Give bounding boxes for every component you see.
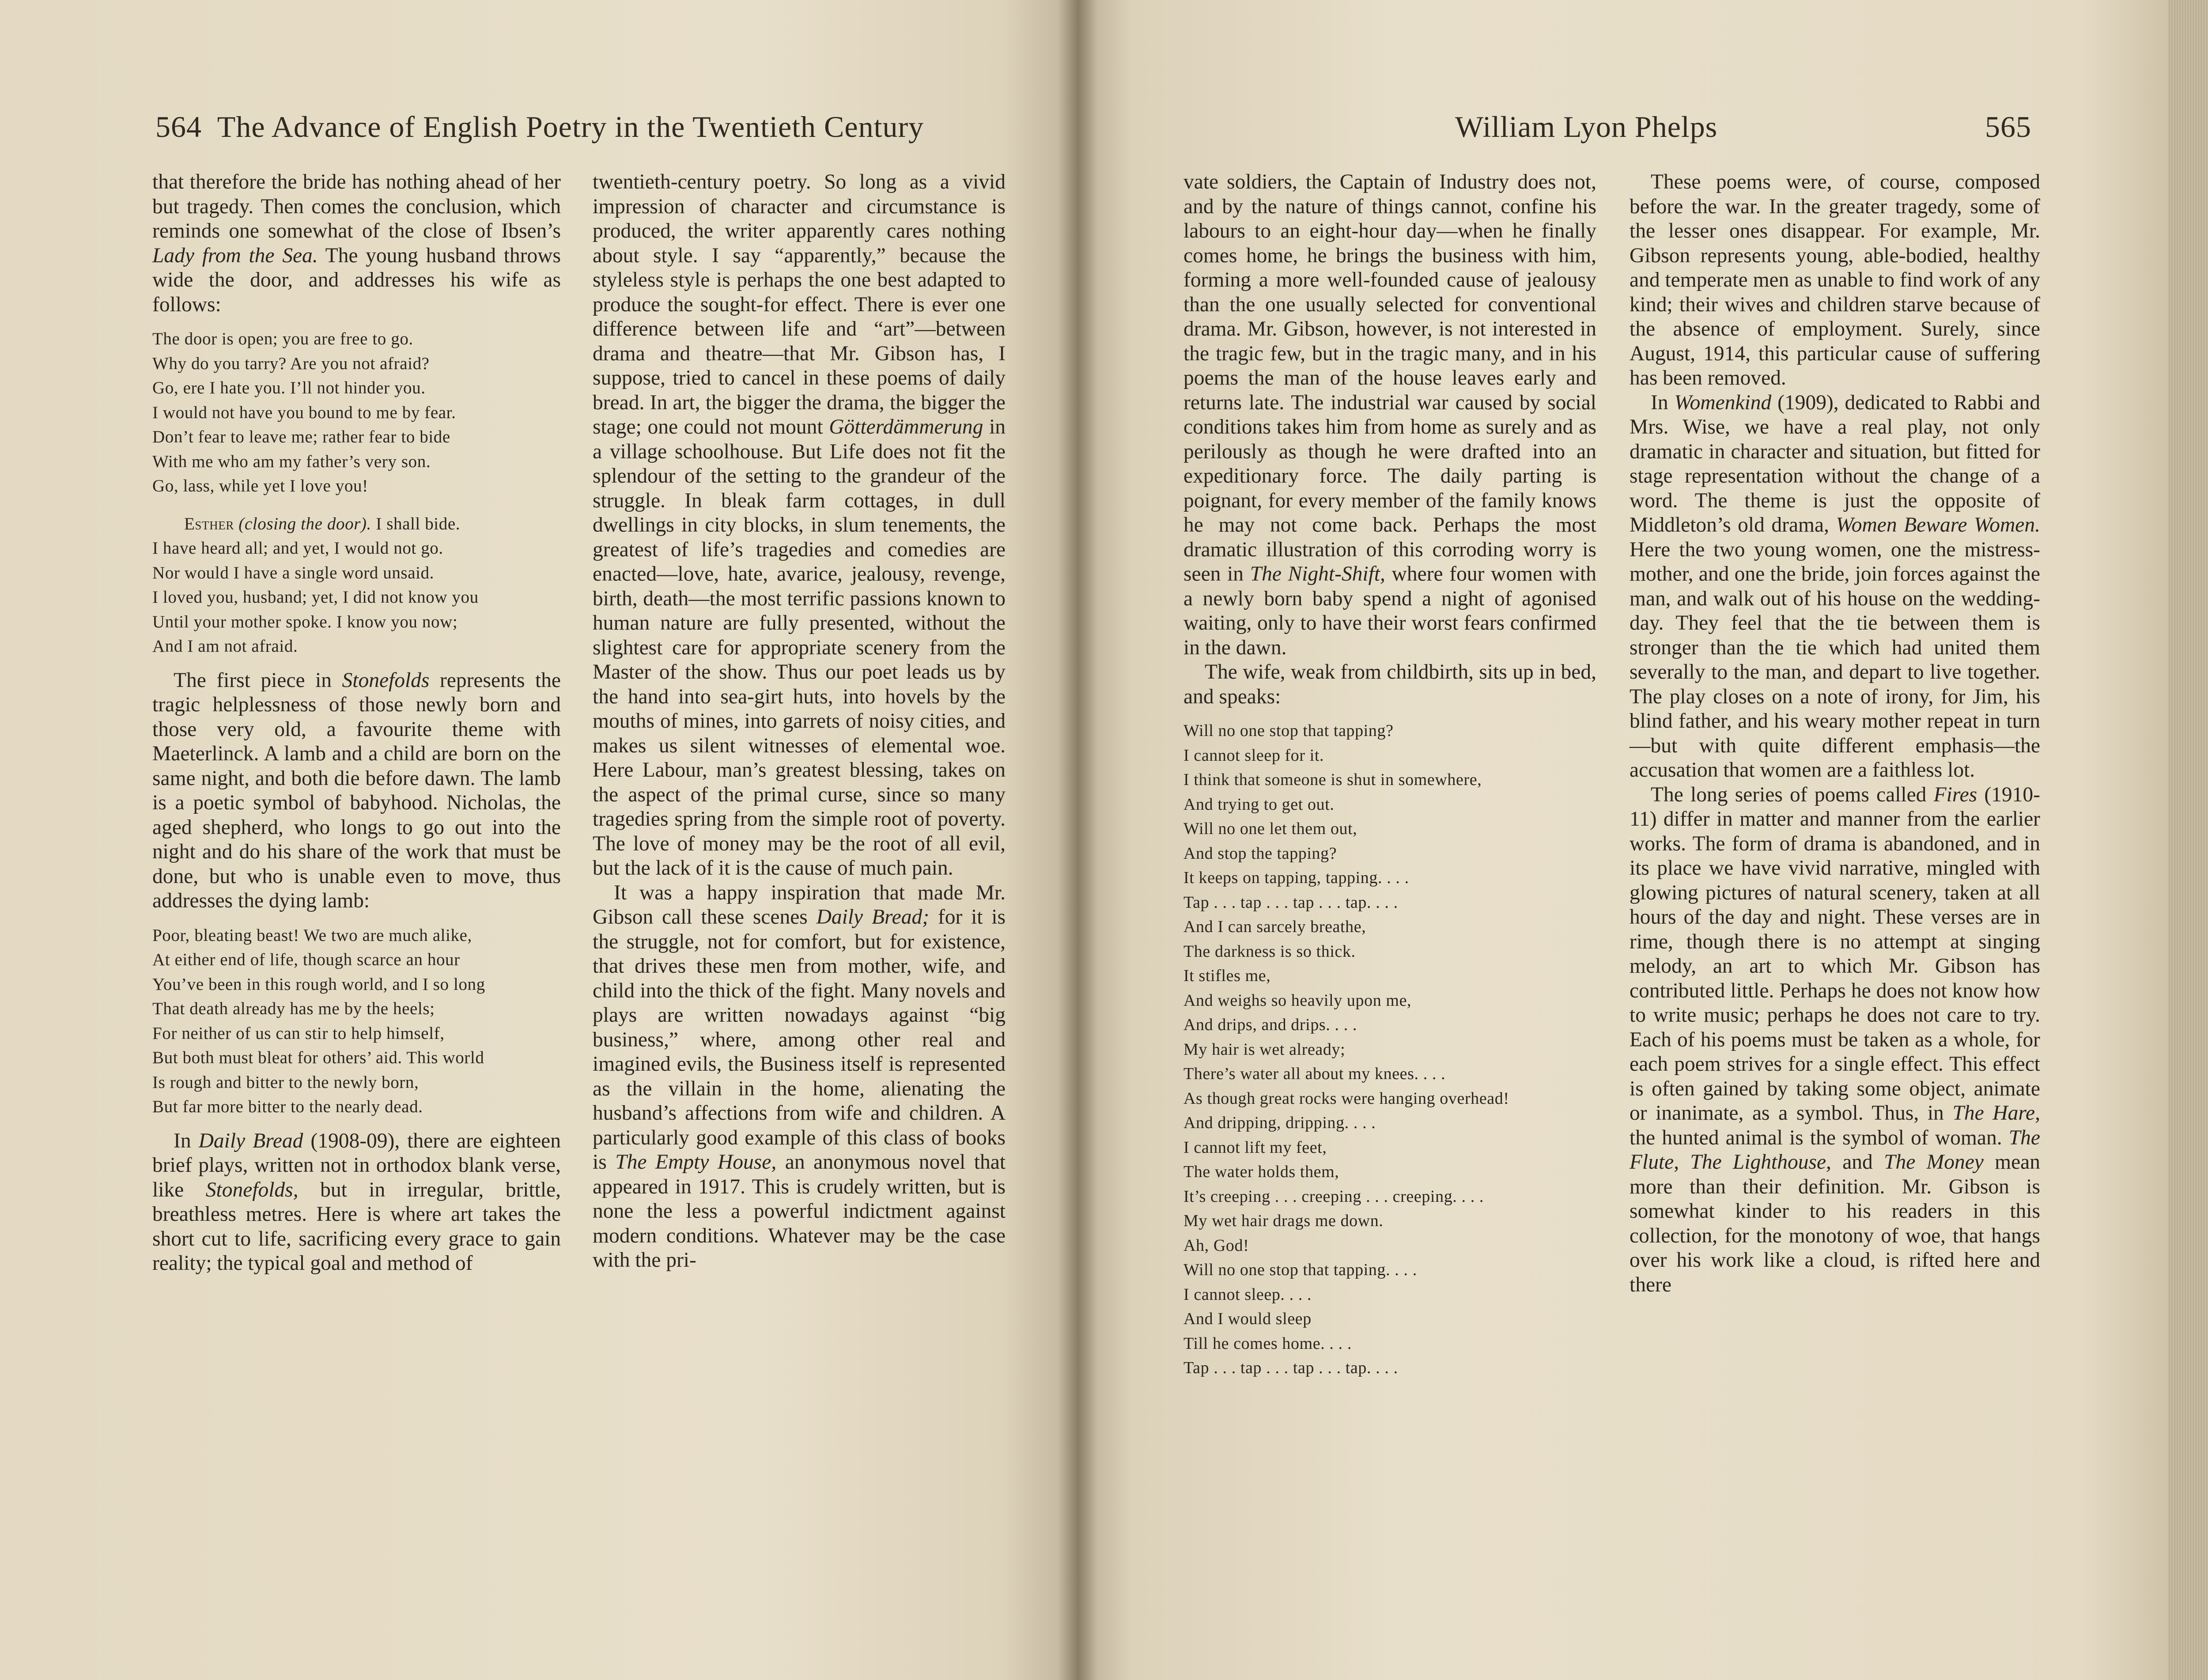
verse-line: Go, lass, while yet I love you!: [152, 476, 368, 495]
verse-line: The door is open; you are free to go.: [152, 329, 413, 348]
paragraph: These poems were, of course, composed before the war. In the greater tragedy, some of the lesser ones disappear. For example, Mr. Gibson represents young, able-bodied, healthy and temperate men as unable to find work of any kind; their wives and children starve because of the absence of employment. Surely, since August, 1914, this particular cause of suffering has been removed.: [1630, 170, 2040, 389]
right-page: [1078, 0, 2168, 1680]
verse-line: And weighs so heavily upon me,: [1183, 991, 1412, 1010]
verse-line: You’ve been in this rough world, and I so long: [152, 974, 485, 994]
verse-line: My hair is wet already;: [1183, 1040, 1346, 1059]
verse-line: But far more bitter to the nearly dead.: [152, 1097, 423, 1116]
verse-line: And dripping, dripping. . . .: [1183, 1114, 1376, 1132]
verse-line: And I would sleep: [1183, 1310, 1312, 1328]
verse-line: Go, ere I hate you. I’ll not hinder you.: [152, 378, 426, 397]
verse-block: [152, 923, 561, 1119]
verse-line: I think that someone is shut in somewhere,: [1183, 770, 1482, 789]
verse-line: Until your mother spoke. I know you now;: [152, 612, 458, 631]
verse-line: I cannot sleep for it.: [1183, 746, 1324, 765]
verse-line: I cannot lift my feet,: [1183, 1138, 1327, 1157]
left-running-head: [155, 109, 924, 149]
left-page: [0, 0, 1078, 1680]
verse-line: And drips, and drips. . . .: [1183, 1016, 1357, 1034]
verse-line: The darkness is so thick.: [1183, 942, 1356, 961]
paragraph: In Daily Bread (1908-09), there are eighteen brief plays, written not in orthodox blank verse, like Stonefolds, but in irregular, brittle, breathless metres. Here is where art takes the short cut to life, sacrificing every grace to gain reality; the typical goal and method of: [152, 1129, 561, 1275]
right-page-number: 565: [1985, 110, 2031, 143]
paragraph: The wife, weak from childbirth, sits up in bed, and speaks:: [1183, 661, 1596, 708]
verse-line: Don’t fear to leave me; rather fear to bide: [152, 427, 450, 446]
verse-line: My wet hair drags me down.: [1183, 1212, 1384, 1230]
verse-line: Nor would I have a single word unsaid.: [152, 563, 435, 582]
verse-line: As though great rocks were hanging overhead!: [1183, 1089, 1509, 1108]
verse-line: The water holds them,: [1183, 1163, 1339, 1181]
paragraph: It was a happy inspiration that made Mr. Gibson call these scenes Daily Bread; for it is the struggle, not for comfort, but for existence, that drives these men from mother, wife, and child into the thick of the fight. Many novels and plays are written nowadays against “big business,” where, among other real and imagined evils, the Business itself is represented as the villain in the home, alienating the husband’s affections from wife and children. A particularly good example of this class of books is The Empty House, an anonymous novel that appeared in 1917. This is crudely written, but is none the less a powerful indictment against modern conditions. Whatever may be the case with the pri-: [593, 881, 1006, 1272]
verse-line: And stop the tapping?: [1183, 844, 1337, 863]
paragraph: twentieth-century poetry. So long as a vivid impression of character and circumstance is produced, the writer apparently cares nothing about style. I say “apparently,” because the styleless style is perhaps the one best adapted to produce the sought-for effect. There is ever one difference between life and “art”—between drama and theatre—that Mr. Gibson has, I suppose, tried to cancel in these poems of daily bread. In art, the bigger the drama, the bigger the stage; one could not mount Götterdämmerung in a village schoolhouse. But Life does not fit the splendour of the setting to the grandeur of the struggle. In bleak farm cottages, in dull dwellings in city blocks, in slum tenements, the greatest of life’s tragedies and comedies are enacted—love, hate, avarice, jealousy, revenge, birth, death—the most terrific passions known to human nature are fully presented, without the slightest care for appropriate scenery from the Master of the show. Thus our poet leads us by the hand into sea-girt huts, into hovels by the mouths of mines, into garrets of noisy cities, and makes us silent witnesses of elemental woe. Here Labour, man’s greatest blessing, takes on the aspect of the primal curse, since so many tragedies spring from the simple root of poverty. The love of money may be the root of all evil, but the lack of it is the cause of much pain.: [593, 170, 1006, 880]
verse-line: I have heard all; and yet, I would not go.: [152, 539, 443, 558]
verse-line: And I can sarcely breathe,: [1183, 917, 1366, 936]
verse-line: It’s creeping . . . creeping . . . creeping. . . .: [1183, 1187, 1484, 1206]
paragraph: The first piece in Stonefolds represents the tragic helplessness of those newly born and those very old, a favourite theme with Maeterlinck. A lamb and a child are born on the same night, and both die before dawn. The lamb is a poetic symbol of babyhood. Nicholas, the aged shepherd, who longs to go out into the night and do his share of the work that must be done, but who is unable even to move, thus addresses the dying lamb:: [152, 668, 561, 912]
verse-line: Will no one let them out,: [1183, 819, 1357, 838]
verse-line: With me who am my father’s very son.: [152, 452, 431, 471]
right-column-1: [1183, 170, 1596, 1390]
verse-line: That death already has me by the heels;: [152, 999, 435, 1018]
left-running-title: The Advance of English Poetry in the Twentieth Century: [217, 110, 924, 143]
left-page-number: 564: [155, 110, 202, 143]
verse-line: But both must bleat for others’ aid. This world: [152, 1048, 484, 1067]
verse-line: There’s water all about my knees. . . .: [1183, 1065, 1446, 1083]
verse-line: Ah, God!: [1183, 1236, 1249, 1255]
verse-line: Will no one stop that tapping. . . .: [1183, 1261, 1417, 1279]
verse-line: I cannot sleep. . . .: [1183, 1285, 1312, 1304]
book-gutter: [1058, 0, 1097, 1680]
verse-line: Will no one stop that tapping?: [1183, 721, 1394, 740]
verse-line: For neither of us can stir to help himself,: [152, 1023, 445, 1043]
left-column-2: [593, 170, 1006, 1273]
verse-line: It keeps on tapping, tapping. . . .: [1183, 868, 1409, 887]
verse-line: Till he comes home. . . .: [1183, 1334, 1352, 1353]
verse-line: Tap . . . tap . . . tap . . . tap. . . .: [1183, 1359, 1398, 1377]
verse-line: Tap . . . tap . . . tap . . . tap. . . .: [1183, 893, 1398, 912]
verse-block: [1183, 719, 1596, 1381]
paragraph: In Womenkind (1909), dedicated to Rabbi and Mrs. Wise, we have a real play, not only dramatic in character and situation, but fitted for stage representation without the change of a word. The theme is just the opposite of Middleton’s old drama, Women Beware Women. Here the two young women, one the mistress-mother, and one the bride, join forces against the man, and walk out of his house on the wedding-day. They feel that the tie between them is stronger than the tie which had united them severally to the man, and depart to live together. The play closes on a note of irony, for Jim, his blind father, and his weary mother repeat in turn—but with quite different emphasis—the accusation that women are a faithless lot.: [1630, 391, 2041, 781]
paragraph: vate soldiers, the Captain of Industry does not, and by the nature of things cannot, confine his labours to an eight-hour day—when he finally comes home, he brings the business with him, forming a more well-founded cause of jealousy than the one usually selected for conventional drama. Mr. Gibson, however, is not interested in the tragic few, but in the tragic many, and in his poems the man of the house leaves early and returns late. The industrial war caused by social conditions takes him from home as surely and as perilously as though he were drafted into an expeditionary force. The daily parting is poignant, for every member of the family knows he may not come back. Perhaps the most dramatic illustration of this corroding worry is seen in The Night-Shift, where four women with a newly born baby spend a night of agonised waiting, only to have their worst fears confirmed in the dawn.: [1183, 170, 1596, 659]
page-edges: [2168, 0, 2208, 1680]
verse-line: Esther (closing the door). I shall bide.: [184, 514, 461, 533]
verse-line: I loved you, husband; yet, I did not know you: [152, 588, 479, 607]
paragraph: The long series of poems called Fires (1910-11) differ in matter and manner from the earlier works. The form of drama is abandoned, and in its place we have vivid narrative, mingled with glowing pictures of natural scenery, taken at all hours of the day and night. These verses are in rime, though there is no attempt at singing melody, an art to which Mr. Gibson has contributed little. Perhaps he does not know how to write music; perhaps he does not care to try. Each of his poems must be taken as a whole, for each poem strives for a single effect. This effect is often gained by taking some object, animate or inanimate, as a symbol. Thus, in The Hare, the hunted animal is the symbol of woman. The Flute, The Lighthouse, and The Money mean more than their definition. Mr. Gibson is somewhat kinder to his readers in this collection, for the monotony of woe, that hangs over his work like a cloud, is rifted here and there: [1630, 783, 2041, 1296]
left-column-1: [152, 170, 561, 1276]
right-column-2: [1630, 170, 2040, 1297]
verse-line: Why do you tarry? Are you not afraid?: [152, 354, 430, 373]
verse-block: [152, 327, 561, 659]
right-running-title: William Lyon Phelps: [1455, 110, 1718, 143]
verse-line: And I am not afraid.: [152, 637, 298, 656]
verse-line: I would not have you bound to me by fear.: [152, 403, 456, 422]
verse-line: And trying to get out.: [1183, 795, 1335, 814]
verse-line: It stifles me,: [1183, 966, 1271, 985]
verse-line: Poor, bleating beast! We two are much alike,: [152, 925, 472, 945]
paragraph: that therefore the bride has nothing ahead of her but tragedy. Then comes the conclusion, which reminds one somewhat of the close of Ibsen’s Lady from the Sea. The young husband throws wide the door, and addresses his wife as follows:: [152, 170, 561, 316]
verse-line: At either end of life, though scarce an hour: [152, 950, 460, 969]
verse-line: Is rough and bitter to the newly born,: [152, 1072, 419, 1092]
